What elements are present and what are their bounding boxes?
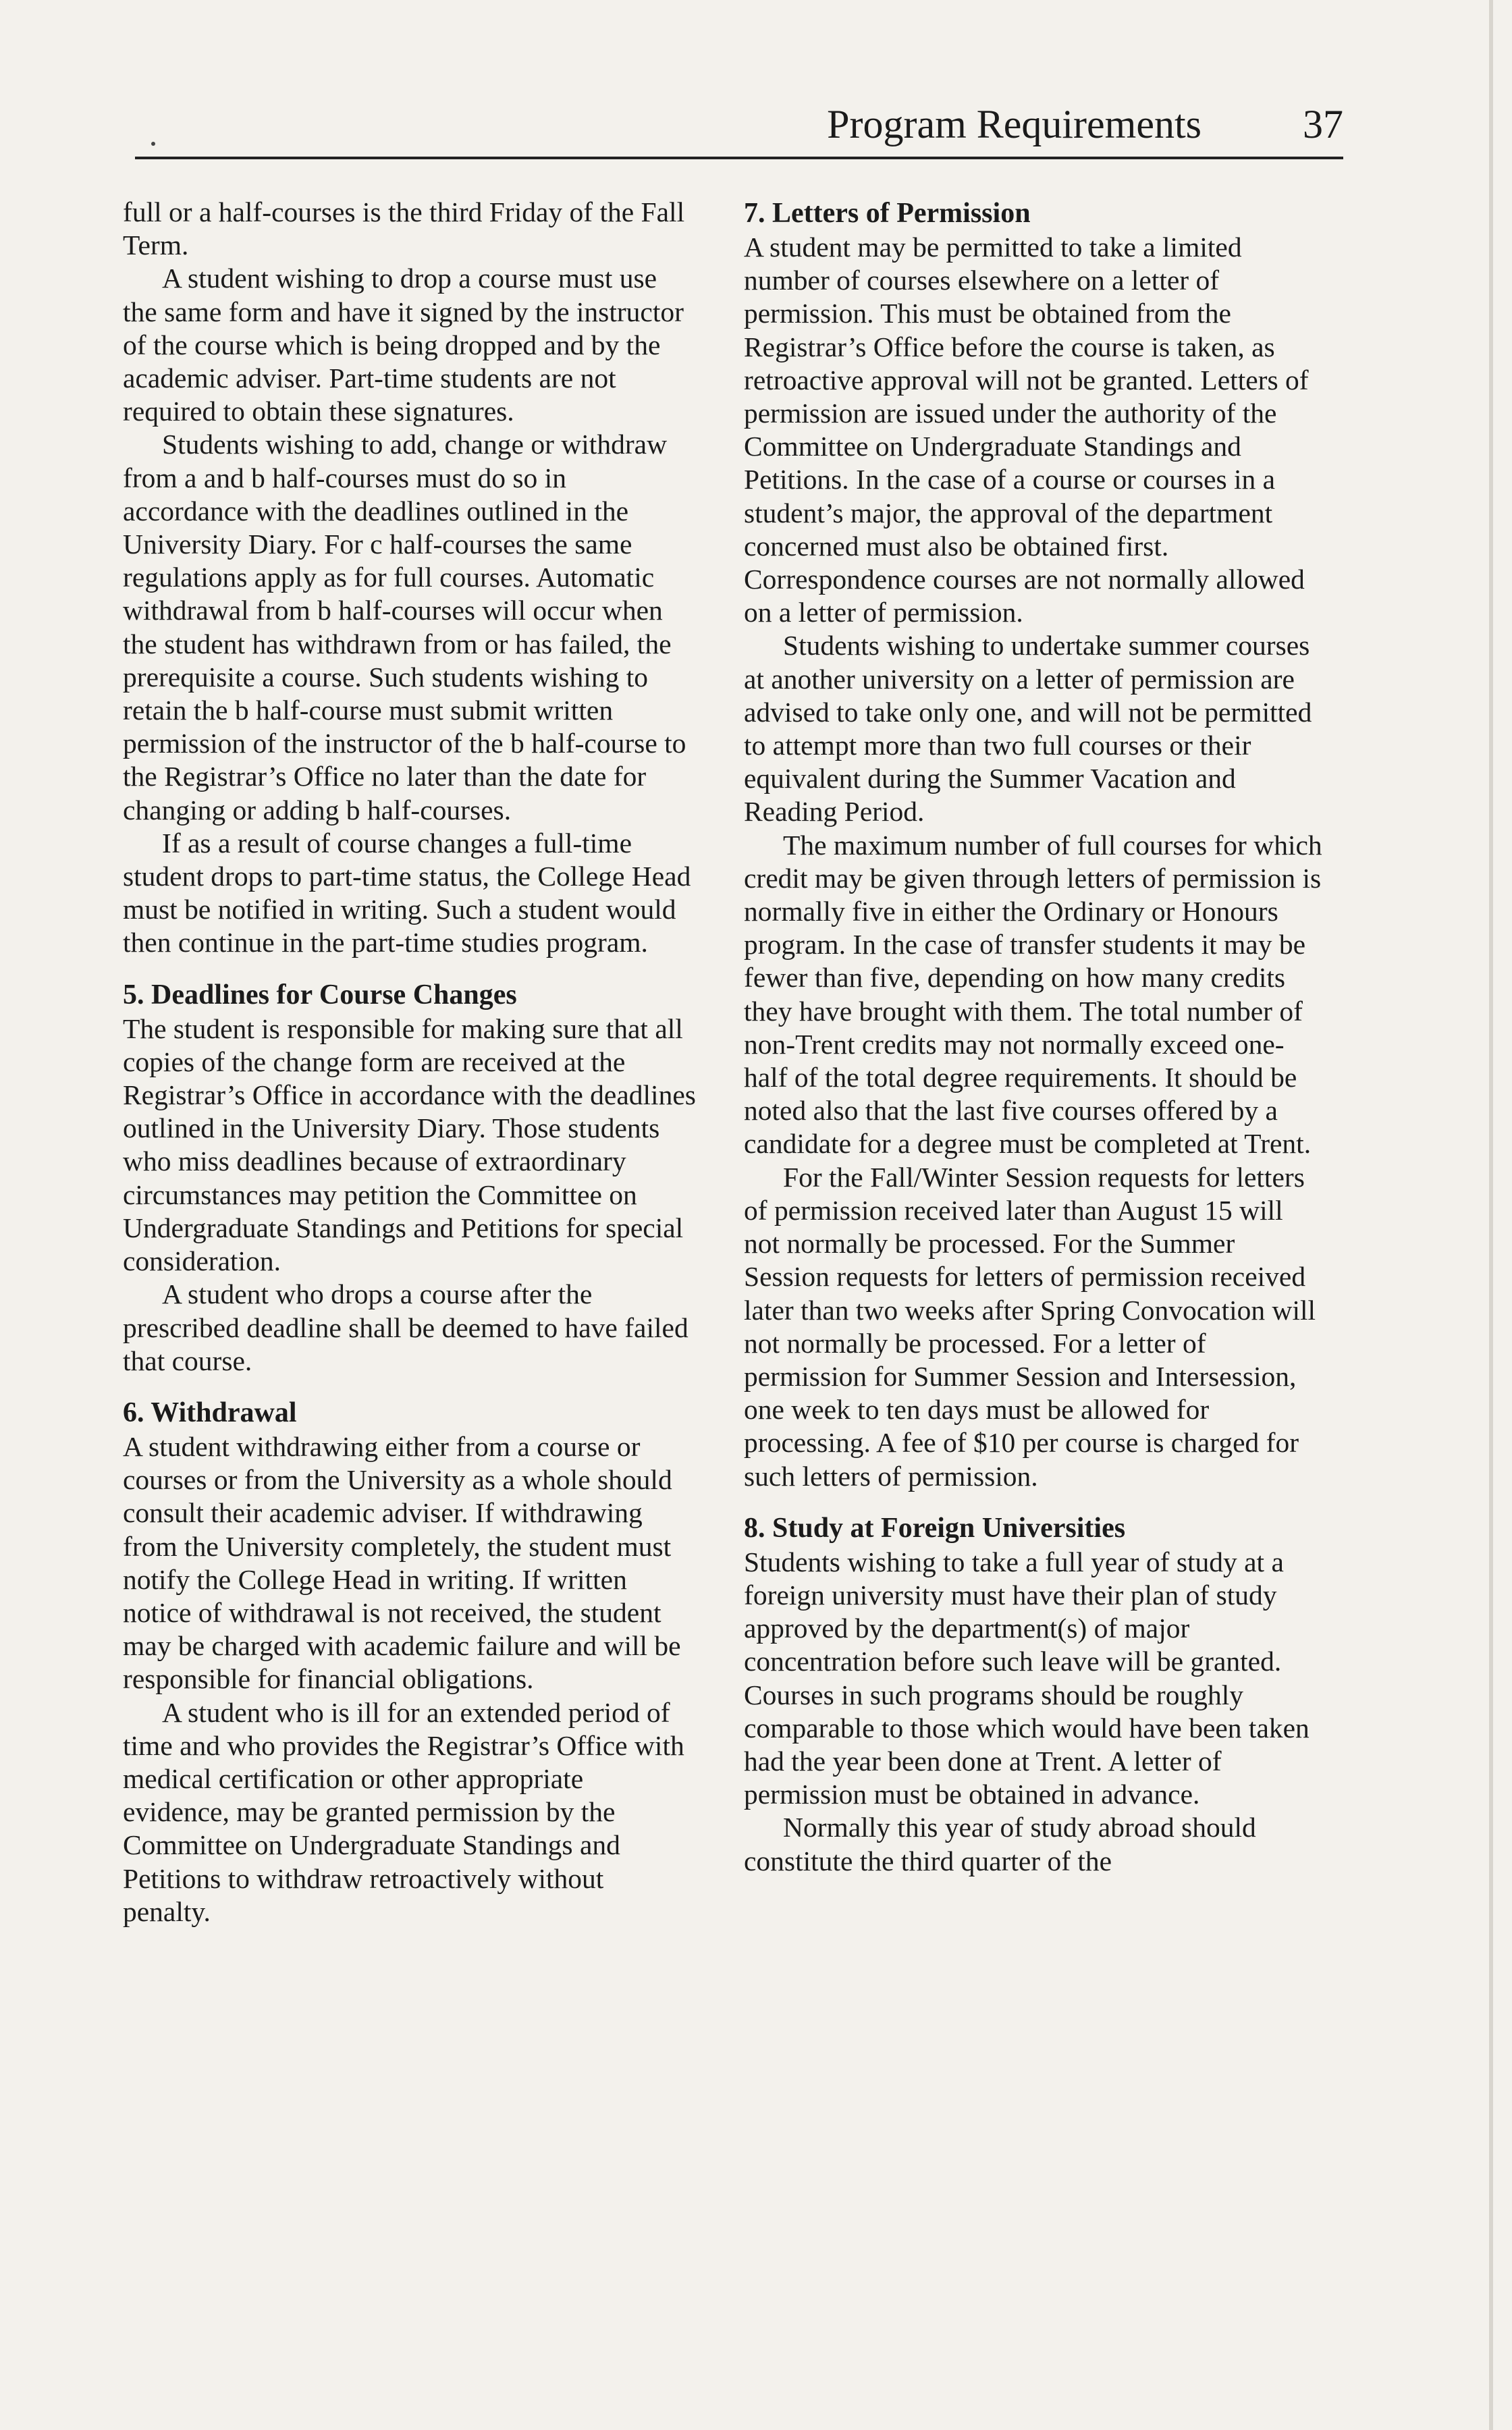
left-column [123,196,697,1928]
paragraph: Normally this year of study abroad should constitute the third quarter of the [744,1812,1256,1877]
paragraph: A student may be permitted to take a limited number of courses elsewhere on a letter of permission. This must be obtained from the Registrar’s Office before the course is taken, as retroactive approval will not be granted. Letters of permission are issued under the authority of the Committee on Undergraduate Standings and Petitions. In the case of a course or courses in a student’s major, the approval of the department concerned must also be obtained first. Correspondence courses are not normally allowed on a letter of permission. [744,232,1309,628]
paragraph: Students wishing to undertake summer courses at another university on a letter of permission are advised to take only one, and will not be permitted to attempt more than two full courses or their equivalent during the Summer Vacation and Reading Period. [744,630,1312,828]
paragraph: A student who drops a course after the prescribed deadline shall be deemed to have failed that course. [123,1278,688,1376]
paragraph: full or a half-courses is the third Friday of the Fall Term. [123,196,685,261]
section-heading-deadlines: 5. Deadlines for Course Changes [123,979,517,1010]
header-title: Program Requirements [827,102,1202,146]
section-heading-foreign-universities: 8. Study at Foreign Universities [744,1512,1126,1544]
header-dot [151,142,155,146]
paragraph: A student withdrawing either from a course or courses or from the University as a whole should consult their academic adviser. If withdrawing from the University completely, the student must notify the College Head in writing. If written notice of withdrawal is not received, the student may be charged with academic failure and will be responsible for financial obligations. [123,1430,681,1695]
paragraph: Students wishing to add, change or withdraw from a and b half-courses must do so in accordance with the deadlines outlined in the University Diary. For c half-courses the same regulations apply as for full courses. Automatic withdrawal from b half-courses will occur when the student has withdrawn from or has failed, the prerequisite a course. Such students wishing to retain the b half-course must submit written permission of the instructor of the b half-course to the Registrar’s Office no later than the date for changing or adding b half-courses. [123,429,686,826]
section-heading-letters-of-permission: 7. Letters of Permission [744,198,1031,229]
paragraph: A student who is ill for an extended period of time and who provides the Registrar’s Office with medical certification or other appropriate evidence, may be granted permission by the Committee on Undergraduate Standings and Petitions to withdraw retroactively without penalty. [123,1696,684,1927]
section-heading-withdrawal: 6. Withdrawal [123,1397,297,1428]
paragraph: Students wishing to take a full year of study at a foreign university must have their plan of study approved by the department(s) of major concentration before such leave will be granted. Courses in such programs should be roughly comparable to those which would have been taken had the year been done at Trent. A letter of permission must be obtained in advance. [744,1546,1310,1810]
right-column [744,196,1324,1878]
paragraph: If as a result of course changes a full-time student drops to part-time status, the College Head must be notified in writing. Such a student would then continue in the part-time studies program. [123,827,691,959]
page-edge-shadow [1489,0,1493,2430]
running-header [135,94,1343,159]
paragraph: A student wishing to drop a course must use the same form and have it signed by the instructor of the course which is being dropped and by the academic adviser. Part-time students are not required to obtain these signatures. [123,263,684,427]
paragraph: The student is responsible for making sure that all copies of the change form are received at the Registrar’s Office in accordance with the deadlines outlined in the University Diary. Those students who miss deadlines because of extraordinary circumstances may petition the Committee on Undergraduate Standings and Petitions for special consideration. [123,1013,696,1277]
paragraph: The maximum number of full courses for which credit may be given through letters of permission is normally five in either the Ordinary or Honours program. In the case of transfer students it may be fewer than five, depending on how many credits they have brought with them. The total number of non-Trent credits may not normally exceed one-half of the total degree requirements. It should be noted also that the last five courses offered by a candidate for a degree must be completed at Trent. [744,829,1322,1160]
paragraph: For the Fall/Winter Session requests for letters of permission received later than August 15 will not normally be processed. For the Summer Session requests for letters of permission received later than two weeks after Spring Convocation will not normally be processed. For a letter of permission for Summer Session and Intersession, one week to ten days must be allowed for processing. A fee of $10 per course is charged for such letters of permission. [744,1161,1316,1492]
page-number: 37 [1303,102,1343,146]
